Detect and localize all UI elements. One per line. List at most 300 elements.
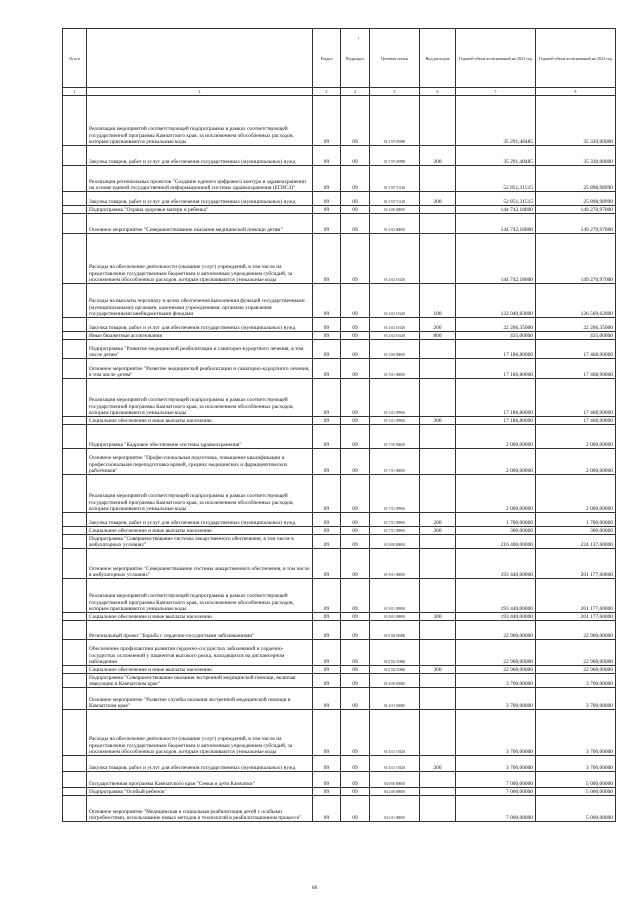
cell-podrazdel: 09 [341, 756, 370, 772]
cell-name: Закупка товаров, работ и услуг для обеспечения государственных (муниципальных) нужд [87, 192, 313, 206]
table-row [63, 318, 616, 332]
cell-csr: 01 5 01 09990 [370, 417, 420, 425]
cell-name: Расходы на обеспечение деятельности (оказание услуг) учреждений, в том числе на предоставление государственным бюджетным и автономным учреждениям субсидий, за исключением обособленных расходов, которым присваиваются уникальные коды [87, 710, 313, 756]
cell-razdel: 09 [313, 417, 341, 425]
cell-csr: 01 5 00 00000 [370, 340, 420, 359]
cell-2022: 224 137,60000 [536, 535, 616, 549]
cell-num [63, 513, 87, 527]
cell-name: Подпрограмма "Совершенствование системы лекарственного обеспечения, в том числе в амбулаторных условиях" [87, 535, 313, 549]
cell-razdel: 09 [313, 788, 341, 796]
cell-2021: 17 186,80000 [456, 417, 536, 425]
cell-2021: 193 440,00000 [456, 549, 536, 579]
column-number: 6 [420, 88, 456, 96]
cell-num [63, 788, 87, 796]
cell-csr: 01 8 N2 55860 [370, 640, 420, 666]
cell-csr: 01 3 N7 51140 [370, 166, 420, 192]
header-vr: Вид расходов [420, 29, 456, 88]
cell-podrazdel: 09 [341, 359, 370, 379]
cell-name: Закупка товаров, работ и услуг для обеспечения государственных (муниципальных) нужд [87, 513, 313, 527]
cell-name: Реализация мероприятий соответствующей подпрограммы в рамках соответствующей государственной программы Камчатского края, за исключением обособленных расходов, которым присваиваются уникальные коды [87, 379, 313, 417]
cell-podrazdel: 09 [341, 640, 370, 666]
cell-name: Расходы на обеспечение деятельности (оказание услуг) учреждений, в том числе на предоставление государственным бюджетным и автономным учреждениям субсидий, за исключением обособленных расходов, которым присваиваются уникальные коды [87, 234, 313, 284]
cell-csr: 01 8 N2 55860 [370, 666, 420, 674]
column-number: 1 [63, 88, 87, 96]
cell-2021: 22 960,00000 [456, 666, 536, 674]
cell-2021: 52 851,31515 [456, 166, 536, 192]
table-row [63, 284, 616, 318]
cell-num [63, 146, 87, 166]
cell-razdel: 09 [313, 425, 341, 449]
cell-2021: 2 000,00000 [456, 449, 536, 475]
cell-csr: 04 2 00 00000 [370, 788, 420, 796]
column-number: 5 [370, 88, 420, 96]
cell-2021: 7 000,00000 [456, 788, 536, 796]
cell-2021: 17 186,80000 [456, 340, 536, 359]
cell-2022: 22 266,35000 [536, 318, 616, 332]
cell-vr: 300 [420, 417, 456, 425]
cell-2022: 1 700,00000 [536, 513, 616, 527]
cell-2021: 22 960,00000 [456, 621, 536, 640]
cell-podrazdel: 09 [341, 535, 370, 549]
cell-name: Основное мероприятие "Развитие медицинской реабилитации и санаторно-курортного лечения, в том числе детям" [87, 359, 313, 379]
cell-2022: 435,00000 [536, 332, 616, 340]
table-row [63, 674, 616, 688]
cell-podrazdel: 09 [341, 613, 370, 621]
table-row [63, 425, 616, 449]
cell-name: Основное мероприятие "Профессиональная подготовка, повышение квалификации и профессиональная переподготовка врачей, средних медицинских и фармацевтических работников" [87, 449, 313, 475]
cell-name: Реализация мероприятий соответствующей подпрограммы в рамках соответствующей государственной программы Камчатского края, за исключением обособленных расходов, которым присваиваются уникальные коды [87, 579, 313, 613]
cell-razdel: 09 [313, 513, 341, 527]
cell-vr [420, 772, 456, 788]
cell-razdel: 09 [313, 674, 341, 688]
cell-csr: 01 4 02 00000 [370, 214, 420, 234]
cell-razdel: 09 [313, 284, 341, 318]
cell-2021: 3 700,00000 [456, 688, 536, 710]
cell-csr: 01 Б 01 10140 [370, 710, 420, 756]
cell-2022: 149 270,97000 [536, 214, 616, 234]
cell-vr: 200 [420, 513, 456, 527]
cell-vr [420, 549, 456, 579]
cell-razdel: 09 [313, 146, 341, 166]
cell-num [63, 332, 87, 340]
cell-vr: 300 [420, 666, 456, 674]
column-number: 2 [87, 88, 313, 96]
cell-razdel: 09 [313, 549, 341, 579]
cell-num [63, 674, 87, 688]
cell-2021: 52 851,31515 [456, 192, 536, 206]
cell-razdel: 09 [313, 234, 341, 284]
cell-podrazdel: 09 [341, 340, 370, 359]
cell-name: Закупка товаров, работ и услуг для обеспечения государственных (муниципальных) нужд [87, 756, 313, 772]
cell-podrazdel: 09 [341, 425, 370, 449]
cell-razdel: 09 [313, 449, 341, 475]
cell-name: Основное мероприятие "Развитие службы оказания экстренной медицинской помощи в Камчатском крае" [87, 688, 313, 710]
cell-name: Основное мероприятие "Совершенствование системы лекарственного обеспечения, в том числе в амбулаторных условиях" [87, 549, 313, 579]
cell-2022: 149 270,97000 [536, 234, 616, 284]
cell-name: Расходы на выплаты персоналу в целях обеспечения выполнения функций государственными (муниципальными) органами, казенными учреждениями, органами управления государственными внебюджетными фондами [87, 284, 313, 318]
cell-2021: 144 742,18000 [456, 214, 536, 234]
cell-podrazdel: 09 [341, 214, 370, 234]
table-row [63, 640, 616, 666]
cell-razdel: 09 [313, 640, 341, 666]
cell-podrazdel: 09 [341, 796, 370, 822]
cell-2022: 2 000,00000 [536, 449, 616, 475]
cell-razdel: 09 [313, 96, 341, 146]
header-2021: Годовой объем ассигнований на 2021 год [456, 29, 536, 88]
cell-2021: 17 186,80000 [456, 379, 536, 417]
cell-vr [420, 796, 456, 822]
cell-name: Подпрограмма "Развитие медицинской реабилитации и санаторно-курортного лечения, в том числе детям" [87, 340, 313, 359]
cell-podrazdel: 09 [341, 513, 370, 527]
table-row [63, 579, 616, 613]
cell-razdel: 09 [313, 206, 341, 214]
table-row [63, 688, 616, 710]
cell-razdel: 09 [313, 756, 341, 772]
cell-razdel: 09 [313, 379, 341, 417]
cell-podrazdel: 09 [341, 379, 370, 417]
cell-razdel: 09 [313, 332, 341, 340]
cell-num [63, 166, 87, 192]
cell-2022: 25 898,98990 [536, 192, 616, 206]
cell-2022: 300,00000 [536, 527, 616, 535]
cell-num [63, 640, 87, 666]
cell-csr: 01 5 01 09990 [370, 379, 420, 417]
cell-name: Подпрограмма "Кадровое обеспечение системы здравоохранения" [87, 425, 313, 449]
cell-name: Подпрограмма "Особый ребенок" [87, 788, 313, 796]
cell-razdel: 09 [313, 613, 341, 621]
budget-table-sheet [62, 28, 615, 822]
cell-vr: 200 [420, 318, 456, 332]
cell-2022: 35 330,00000 [536, 96, 616, 146]
table-row [63, 613, 616, 621]
cell-vr [420, 475, 456, 513]
cell-2022: 2 000,00000 [536, 475, 616, 513]
cell-razdel: 09 [313, 535, 341, 549]
cell-name: Основное мероприятие "Медицинская и социальная реабилитация детей с особыми потребностями, использование новых методов и технологий в реабилитационном процессе" [87, 796, 313, 822]
cell-vr [420, 214, 456, 234]
cell-2022: 22 960,00000 [536, 621, 616, 640]
cell-num [63, 96, 87, 146]
table-row [63, 206, 616, 214]
column-number: 8 [536, 88, 616, 96]
cell-vr [420, 535, 456, 549]
cell-razdel: 09 [313, 710, 341, 756]
table-row [63, 710, 616, 756]
cell-name: Иные бюджетные ассигнования [87, 332, 313, 340]
budget-table [62, 28, 616, 822]
cell-vr [420, 359, 456, 379]
cell-csr: 01 4 02 10140 [370, 284, 420, 318]
cell-vr [420, 688, 456, 710]
cell-name: Социальное обеспечение и иные выплаты населению [87, 417, 313, 425]
cell-csr: 01 4 00 00000 [370, 206, 420, 214]
cell-2022: 22 960,00000 [536, 640, 616, 666]
cell-num [63, 710, 87, 756]
cell-csr: 01 3 N7 09990 [370, 96, 420, 146]
cell-num [63, 379, 87, 417]
cell-vr: 100 [420, 284, 456, 318]
page-number: 68 [312, 886, 317, 891]
cell-podrazdel: 09 [341, 579, 370, 613]
cell-csr: 01 7 01 00000 [370, 449, 420, 475]
header-csr: Целевая статья [370, 29, 420, 88]
cell-num [63, 206, 87, 214]
cell-podrazdel: 09 [341, 674, 370, 688]
cell-num [63, 535, 87, 549]
cell-razdel: 09 [313, 340, 341, 359]
table-row [63, 340, 616, 359]
cell-podrazdel: 09 [341, 475, 370, 513]
table-row [63, 379, 616, 417]
cell-num [63, 417, 87, 425]
cell-razdel: 09 [313, 214, 341, 234]
pencil-mark: ' [358, 36, 360, 45]
cell-num [63, 284, 87, 318]
cell-2021: 144 742,18000 [456, 206, 536, 214]
cell-2021: 1 700,00000 [456, 513, 536, 527]
cell-num [63, 340, 87, 359]
cell-csr: 01 7 01 09990 [370, 527, 420, 535]
cell-podrazdel: 09 [341, 284, 370, 318]
cell-2021: 122 040,83000 [456, 284, 536, 318]
cell-2022: 17 468,90000 [536, 359, 616, 379]
cell-2021: 2 000,00000 [456, 425, 536, 449]
table-row [63, 214, 616, 234]
table-row [63, 772, 616, 788]
cell-podrazdel: 09 [341, 234, 370, 284]
cell-name: Социальное обеспечение и иные выплаты населению [87, 666, 313, 674]
cell-name: Основное мероприятие "Совершенствование оказания медицинской помощи детям" [87, 214, 313, 234]
cell-num [63, 796, 87, 822]
cell-razdel: 09 [313, 688, 341, 710]
cell-podrazdel: 09 [341, 527, 370, 535]
cell-num [63, 192, 87, 206]
table-row [63, 449, 616, 475]
cell-podrazdel: 09 [341, 146, 370, 166]
cell-2022: 3 700,00000 [536, 688, 616, 710]
cell-csr: 01 Б 01 10140 [370, 756, 420, 772]
table-row [63, 146, 616, 166]
table-row [63, 234, 616, 284]
cell-csr: 04 2 01 00000 [370, 796, 420, 822]
cell-podrazdel: 09 [341, 710, 370, 756]
cell-2021: 22 960,00000 [456, 640, 536, 666]
cell-2021: 216 400,00000 [456, 535, 536, 549]
cell-vr [420, 449, 456, 475]
header-2022: Годовой объем ассигнований на 2022 год [536, 29, 616, 88]
cell-2021: 3 700,00000 [456, 674, 536, 688]
table-row [63, 359, 616, 379]
cell-name: Закупка товаров, работ и услуг для обеспечения государственных (муниципальных) нужд [87, 318, 313, 332]
column-number: 7 [456, 88, 536, 96]
cell-razdel: 09 [313, 796, 341, 822]
cell-razdel: 09 [313, 318, 341, 332]
cell-2021: 193 440,00000 [456, 579, 536, 613]
table-row [63, 621, 616, 640]
table-row [63, 166, 616, 192]
cell-2021: 7 000,00000 [456, 796, 536, 822]
header-name [87, 29, 313, 88]
cell-2021: 22 266,35000 [456, 318, 536, 332]
table-row [63, 96, 616, 146]
cell-vr: 300 [420, 613, 456, 621]
cell-vr [420, 710, 456, 756]
cell-vr [420, 640, 456, 666]
cell-podrazdel: 09 [341, 449, 370, 475]
cell-num [63, 359, 87, 379]
cell-2022: 17 468,90000 [536, 340, 616, 359]
cell-2022: 201 177,60000 [536, 549, 616, 579]
cell-podrazdel: 09 [341, 417, 370, 425]
cell-podrazdel: 09 [341, 166, 370, 192]
cell-vr: 200 [420, 192, 456, 206]
header-num: № п/п [63, 29, 87, 88]
cell-name: Закупка товаров, работ и услуг для обеспечения государственных (муниципальных) нужд [87, 146, 313, 166]
cell-2022: 3 700,00000 [536, 674, 616, 688]
cell-vr [420, 206, 456, 214]
cell-num [63, 549, 87, 579]
cell-podrazdel: 09 [341, 206, 370, 214]
cell-csr: 01 8 01 09990 [370, 613, 420, 621]
cell-vr: 200 [420, 756, 456, 772]
cell-csr: 04 0 00 00000 [370, 772, 420, 788]
cell-name: Региональный проект "Борьба с сердечно-сосудистыми заболеваниями" [87, 621, 313, 640]
cell-2022: 126 569,62000 [536, 284, 616, 318]
cell-razdel: 09 [313, 359, 341, 379]
cell-2022: 17 468,90000 [536, 379, 616, 417]
cell-csr: 01 8 00 00000 [370, 535, 420, 549]
cell-2021: 3 700,00000 [456, 756, 536, 772]
cell-vr [420, 234, 456, 284]
table-row [63, 417, 616, 425]
cell-num [63, 214, 87, 234]
cell-csr: 01 7 01 09990 [370, 513, 420, 527]
cell-vr [420, 425, 456, 449]
cell-2022: 5 000,00000 [536, 788, 616, 796]
cell-csr: 01 Б 00 00000 [370, 674, 420, 688]
cell-vr: 200 [420, 146, 456, 166]
cell-name: Социальное обеспечение и иные выплаты населению [87, 527, 313, 535]
header-row [63, 29, 616, 88]
table-row [63, 666, 616, 674]
cell-num [63, 234, 87, 284]
cell-vr [420, 340, 456, 359]
cell-num [63, 425, 87, 449]
cell-num [63, 772, 87, 788]
cell-2021: 7 000,00000 [456, 772, 536, 788]
cell-csr: 01 Б 01 00000 [370, 688, 420, 710]
cell-2021: 144 742,18000 [456, 234, 536, 284]
cell-name: Реализация региональных проектов "Создание единого цифрового контура в здравоохранении на основе единой государственной информационной системы здравоохранения (ЕГИСЗ)" [87, 166, 313, 192]
cell-csr: 01 8 N2 00000 [370, 621, 420, 640]
cell-csr: 01 3 N7 51140 [370, 192, 420, 206]
cell-2021: 17 186,80000 [456, 359, 536, 379]
cell-vr [420, 788, 456, 796]
cell-podrazdel: 09 [341, 688, 370, 710]
cell-2021: 435,00000 [456, 332, 536, 340]
cell-podrazdel: 09 [341, 788, 370, 796]
cell-2021: 300,00000 [456, 527, 536, 535]
cell-name: Подпрограмма "Совершенствование оказания экстренной медицинской помощи, включая эвакуацию в Камчатском крае" [87, 674, 313, 688]
cell-num [63, 318, 87, 332]
table-row [63, 475, 616, 513]
table-row [63, 796, 616, 822]
cell-name: Реализация мероприятий соответствующей подпрограммы в рамках соответствующей государственной программы Камчатского края, за исключением обособленных расходов, которым присваиваются уникальные коды [87, 475, 313, 513]
cell-vr [420, 166, 456, 192]
cell-podrazdel: 09 [341, 772, 370, 788]
cell-podrazdel: 09 [341, 318, 370, 332]
table-row [63, 332, 616, 340]
cell-name: Подпрограмма "Охрана здоровья матери и ребенка" [87, 206, 313, 214]
cell-num [63, 666, 87, 674]
table-row [63, 192, 616, 206]
cell-podrazdel: 09 [341, 332, 370, 340]
cell-2022: 25 898,98990 [536, 166, 616, 192]
cell-csr: 01 8 01 00000 [370, 549, 420, 579]
cell-num [63, 688, 87, 710]
cell-num [63, 527, 87, 535]
cell-vr [420, 674, 456, 688]
cell-2021: 35 291,48485 [456, 96, 536, 146]
cell-2022: 17 468,90000 [536, 417, 616, 425]
cell-csr: 01 8 01 09990 [370, 579, 420, 613]
cell-csr: 01 3 N7 09990 [370, 146, 420, 166]
cell-razdel: 09 [313, 475, 341, 513]
cell-vr [420, 621, 456, 640]
table-row [63, 535, 616, 549]
cell-num [63, 579, 87, 613]
cell-csr: 01 7 01 09990 [370, 475, 420, 513]
cell-podrazdel: 09 [341, 549, 370, 579]
cell-razdel: 09 [313, 666, 341, 674]
cell-csr: 01 4 02 10140 [370, 318, 420, 332]
cell-vr [420, 96, 456, 146]
cell-csr: 01 4 02 10140 [370, 332, 420, 340]
header-podrazdel: Подраздел [341, 29, 370, 88]
cell-2022: 22 960,00000 [536, 666, 616, 674]
table-row [63, 756, 616, 772]
cell-name: Реализация мероприятий соответствующей подпрограммы в рамках соответствующей государственной программы Камчатского края, за исключением обособленных расходов, которым присваиваются уникальные коды [87, 96, 313, 146]
cell-razdel: 09 [313, 192, 341, 206]
cell-razdel: 09 [313, 579, 341, 613]
cell-razdel: 09 [313, 621, 341, 640]
cell-2022: 5 000,00000 [536, 772, 616, 788]
cell-podrazdel: 09 [341, 192, 370, 206]
cell-vr [420, 579, 456, 613]
column-number: 4 [341, 88, 370, 96]
cell-2021: 3 700,00000 [456, 710, 536, 756]
cell-csr: 01 7 00 00000 [370, 425, 420, 449]
cell-2021: 193 440,00000 [456, 613, 536, 621]
cell-vr: 300 [420, 527, 456, 535]
cell-razdel: 09 [313, 527, 341, 535]
cell-2022: 201 177,60000 [536, 613, 616, 621]
cell-2022: 3 700,00000 [536, 756, 616, 772]
cell-num [63, 449, 87, 475]
cell-razdel: 09 [313, 772, 341, 788]
cell-2022: 3 700,00000 [536, 710, 616, 756]
cell-2022: 5 000,00000 [536, 796, 616, 822]
cell-2022: 149 270,97000 [536, 206, 616, 214]
cell-num [63, 475, 87, 513]
cell-num [63, 756, 87, 772]
cell-name: Обеспечение профилактики развития сердечно-сосудистых заболеваний и сердечно-сосудистых осложнений у пациентов высокого риска, находящихся на диспансерном наблюдении [87, 640, 313, 666]
table-row [63, 549, 616, 579]
cell-2021: 35 291,48485 [456, 146, 536, 166]
cell-podrazdel: 09 [341, 96, 370, 146]
cell-num [63, 621, 87, 640]
cell-num [63, 613, 87, 621]
